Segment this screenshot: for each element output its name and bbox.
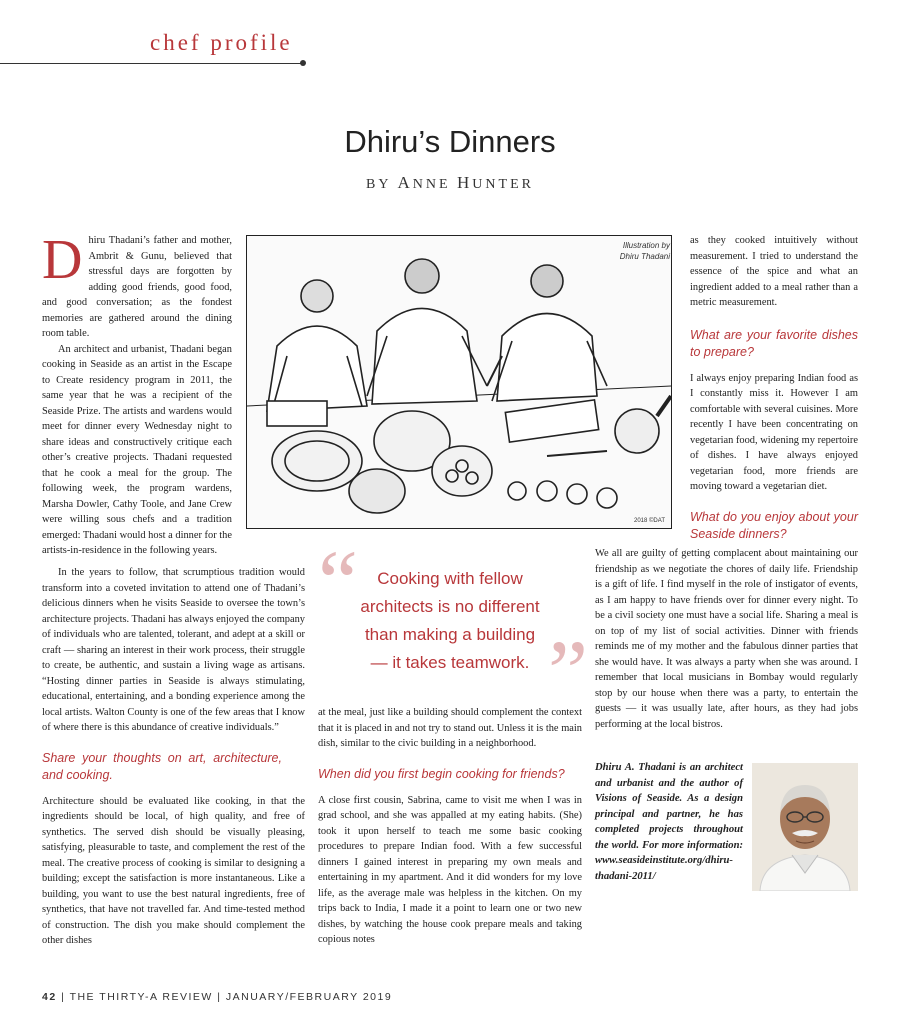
byline-last-rest: UNTER	[472, 177, 534, 192]
col2	[318, 705, 582, 948]
open-quote-mark: “	[318, 533, 358, 632]
pull-quote	[330, 565, 570, 677]
col3-paragraph-2: I always enjoy preparing Indian food as I constantly miss it. However I am comfortable with several cuisines. More recently I have been concentrating on vegetarian food, widening my repertoire of dishes. I have always enjoyed vegetarian food, more friends are moving toward a vegetarian diet.	[690, 372, 858, 492]
header-rule	[0, 63, 302, 64]
question-4: What do you enjoy about your Seaside dinners?	[690, 509, 858, 541]
col1-paragraph-3: In the years to follow, that scrumptious tradition would transform into a coveted invitation to attend one of Thadani’s delicious dinners when he visits Seaside to oversee the town’s architecture projects. Thadani has always enjoyed the company of individuals who are talented, tolerant, and adept at a skill or craft — sharing an interest in their work process, their struggle to create, be authentic, and sustain a living wage as artisans. “Hosting dinner parties in Seaside is always stimulating, educational, entertaining, and a bonding experience among the local artists. Walton County is one of the few areas that I know of where there is this abundance of creative individuals.”	[42, 567, 305, 733]
col1-top	[42, 229, 232, 559]
illustration-signature: 2018 ©DAT	[634, 518, 665, 524]
col1-bottom	[42, 565, 305, 949]
col1-paragraph-1: hiru Thadani’s father and mother, Ambrit & Gunu, believed that stressful days are forgotten by adding good friends, good food, and good conversation; as the fondest memories are gathered around the dining room table.	[42, 235, 232, 339]
col3-top	[690, 233, 858, 543]
col2-paragraph-1: at the meal, just like a building should complement the context that it is placed in and not try to stand out. Unless it is the main dish, similar to the civic building in a neighborhood.	[318, 707, 582, 749]
header-rule-dot	[300, 60, 306, 66]
page-footer	[42, 991, 392, 1003]
illustration-drawing	[247, 236, 671, 528]
pull-quote-line-4: — it takes teamwork.	[370, 653, 530, 672]
col3-paragraph-1: as they cooked intuitively without measurement. I tried to understand the essence of the spice and what an ingredient added to a meal rather than a metric measurement.	[690, 235, 858, 308]
question-1: Share your thoughts on art, architecture, and cooking.	[42, 750, 282, 782]
byline-first-rest: NNE	[412, 177, 458, 192]
col3-bottom	[595, 546, 858, 732]
pull-quote-line-1: Cooking with fellow	[377, 569, 523, 588]
col1-paragraph-4: Architecture should be evaluated like cooking, in that the ingredients should be local, of high quality, and free of synthetics. The served dish should be visually pleasing, satisfying, pleasurable to taste, and complement the rest of the meal. The creative process of cooking is similar to designing a building; except the satisfaction is more instantaneous. Like a building, you want to use the best natural ingredients, free of synthetics, that have not travelled far. And time-tested method of construction. The dish you make should complement the other dishes	[42, 795, 305, 946]
publication-name: THE THIRTY-A REVIEW	[69, 991, 213, 1003]
byline-by: BY	[366, 177, 398, 192]
footer-sep-2: |	[212, 991, 226, 1003]
close-quote-mark: ”	[548, 623, 588, 722]
col2-paragraph-2: A close first cousin, Sabrina, came to visit me when I was in grad school, and she was appalled at my eating habits. (She) took it upon herself to teach me some basic cooking procedures to prepare Indian food. With a few successful dinners I gained interest in preparing my own meals and entertaining in my apartment. And it did wonders for my love life, as the average male was helpless in the kitchen. On my trips back to India, I made it a point to learn one or two new dishes, by watching the house cook prepare meals and taking copious notes	[318, 794, 582, 945]
question-3: What are your favorite dishes to prepare?	[690, 327, 858, 359]
cooking-illustration	[246, 235, 672, 529]
illustration-caption	[600, 240, 670, 262]
col3-paragraph-3: We all are guilty of getting complacent about maintaining our friendship as we negotiate the chores of daily life. Friendship is a gift of life. I find myself in the role of instigator of events, as I am happy to have friends over for dinner every night. To be a civil society one must have a social life. Sharing a meal is on top of my list of social activities. Dinner with friends reminds me of my mother and the fabulous dinner parties that she would have. It was always a party when she was around. I remember that local musicians in Bombay would regularly stop by our house when there was a party, to entertain the guests — it was usually late, after hours, as they had jobs performing at the local bistros.	[595, 548, 858, 730]
byline-initial-a: A	[397, 173, 413, 192]
question-2: When did you first begin cooking for friends?	[318, 766, 565, 781]
page-number: 42	[42, 991, 57, 1003]
section-label: chef profile	[150, 30, 293, 55]
dropcap: D	[42, 229, 83, 291]
author-photo	[752, 763, 858, 891]
issue-date: JANUARY/FEBRUARY 2019	[225, 991, 393, 1003]
pull-quote-line-3: than making a building	[364, 625, 536, 644]
byline-initial-h: H	[457, 173, 473, 192]
portrait-image	[752, 763, 858, 891]
col1-paragraph-2: An architect and urbanist, Thadani began cooking in Seaside as an artist in the Escape to Create residency program in 2011, the same year that he was a recipient of the Seaside Prize. The artists and wardens would meet for dinner every Wednesday night to share ideas and constructively critique each other’s creative projects. Thadani requested that he cook a meal for the group. The following week, the program wardens, Marsha Dowler, Cathy Toole, and Jane Crew were willing sous chefs and a tradition emerged: Thadani would host a dinner for the artists-in-residence in the following years.	[42, 343, 232, 556]
caption-line-1: Illustration by	[622, 241, 670, 250]
caption-line-2: Dhiru Thadani	[619, 252, 670, 261]
footer-sep-1: |	[56, 991, 70, 1003]
author-bio: Dhiru A. Thadani is an architect and urbanist and the author of Visions of Seaside. As a design principal and partner, he has completed projects throughout the world. For more information: www.seasideinstitute.org/dhiru-thadani-2011/	[595, 762, 743, 882]
article-title: Dhiru’s Dinners	[344, 124, 556, 159]
byline	[0, 173, 900, 193]
pull-quote-line-2: architects is no different	[360, 597, 540, 616]
